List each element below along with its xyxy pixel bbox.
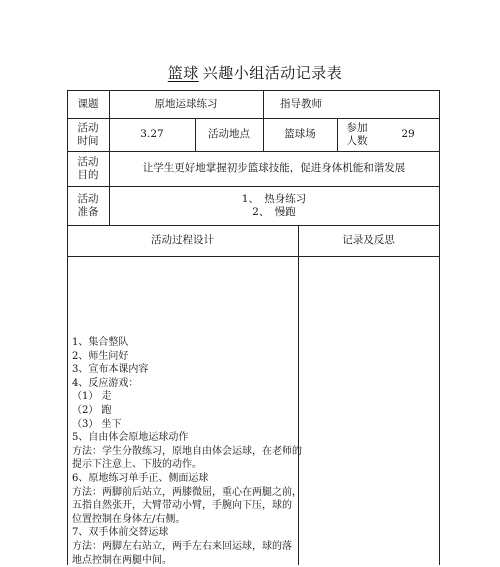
process-line: 3、宣布本课内容 bbox=[72, 363, 304, 377]
purpose-label-line2: 目的 bbox=[78, 169, 99, 182]
process-line: 4、反应游戏： bbox=[72, 377, 304, 391]
place-value: 篮球场 bbox=[263, 118, 337, 151]
time-label bbox=[67, 118, 109, 151]
process-line: 地点控制在两腿中间。 bbox=[72, 554, 304, 567]
record-header: 记录及反思 bbox=[298, 225, 439, 256]
prep-label-line1: 活动 bbox=[78, 193, 99, 206]
process-line: 五指自然张开，大臂带动小臂，手腕向下压，球的 bbox=[72, 499, 304, 513]
process-line: 2、师生问好 bbox=[72, 350, 304, 364]
table-border-right bbox=[439, 90, 440, 565]
process-line: （1） 走 bbox=[72, 390, 304, 404]
prep-item: 1、 热身练习 bbox=[242, 193, 306, 206]
place-label: 活动地点 bbox=[195, 118, 263, 151]
prep-label bbox=[67, 186, 109, 225]
process-line: 方法：两脚前后站立，两膝微屈，重心在两腿之前， bbox=[72, 486, 304, 500]
process-line: 6、原地练习单手正、侧面运球 bbox=[72, 472, 304, 486]
process-content bbox=[72, 336, 304, 567]
topic-value: 原地运球练习 bbox=[109, 90, 263, 118]
process-line: 方法：两脚左右站立，两手左右来回运球，球的落 bbox=[72, 540, 304, 554]
purpose-value: 让学生更好地掌握初步篮球技能，促进身体机能和谐发展 bbox=[109, 151, 439, 186]
form-title-text: 兴趣小组活动记录表 bbox=[203, 64, 343, 82]
process-line: 提示下注意上、下肢的动作。 bbox=[72, 458, 304, 472]
purpose-label-line1: 活动 bbox=[78, 156, 99, 169]
process-line: （3） 坐下 bbox=[72, 418, 304, 432]
time-label-line1: 活动 bbox=[78, 122, 99, 135]
table-rule bbox=[67, 256, 440, 257]
count-value: 29 bbox=[377, 118, 439, 151]
topic-label: 课题 bbox=[67, 90, 109, 118]
teacher-label: 指导教师 bbox=[263, 90, 339, 118]
time-value: 3.27 bbox=[109, 118, 195, 151]
process-line: 5、自由体会原地运球动作 bbox=[72, 431, 304, 445]
process-header: 活动过程设计 bbox=[67, 225, 298, 256]
form-title bbox=[0, 62, 500, 83]
process-line: （2） 跑 bbox=[72, 404, 304, 418]
prep-item: 2、 慢跑 bbox=[252, 206, 295, 219]
count-label bbox=[337, 118, 377, 151]
teacher-value bbox=[339, 90, 439, 118]
count-label-line1: 参加 bbox=[347, 122, 368, 135]
count-label-line2: 人数 bbox=[347, 135, 368, 148]
prep-list bbox=[109, 186, 439, 225]
process-line: 1、集合整队 bbox=[72, 336, 304, 350]
prep-label-line2: 准备 bbox=[78, 206, 99, 219]
process-line: 7、双手体前交替运球 bbox=[72, 526, 304, 540]
form-title-subject: 篮球 bbox=[158, 64, 203, 82]
purpose-label bbox=[67, 151, 109, 186]
process-line: 位置控制在身体左/右侧。 bbox=[72, 513, 304, 527]
process-line: 方法：学生分散练习，原地自由体会运球，在老师的 bbox=[72, 445, 304, 459]
time-label-line2: 时间 bbox=[78, 135, 99, 148]
